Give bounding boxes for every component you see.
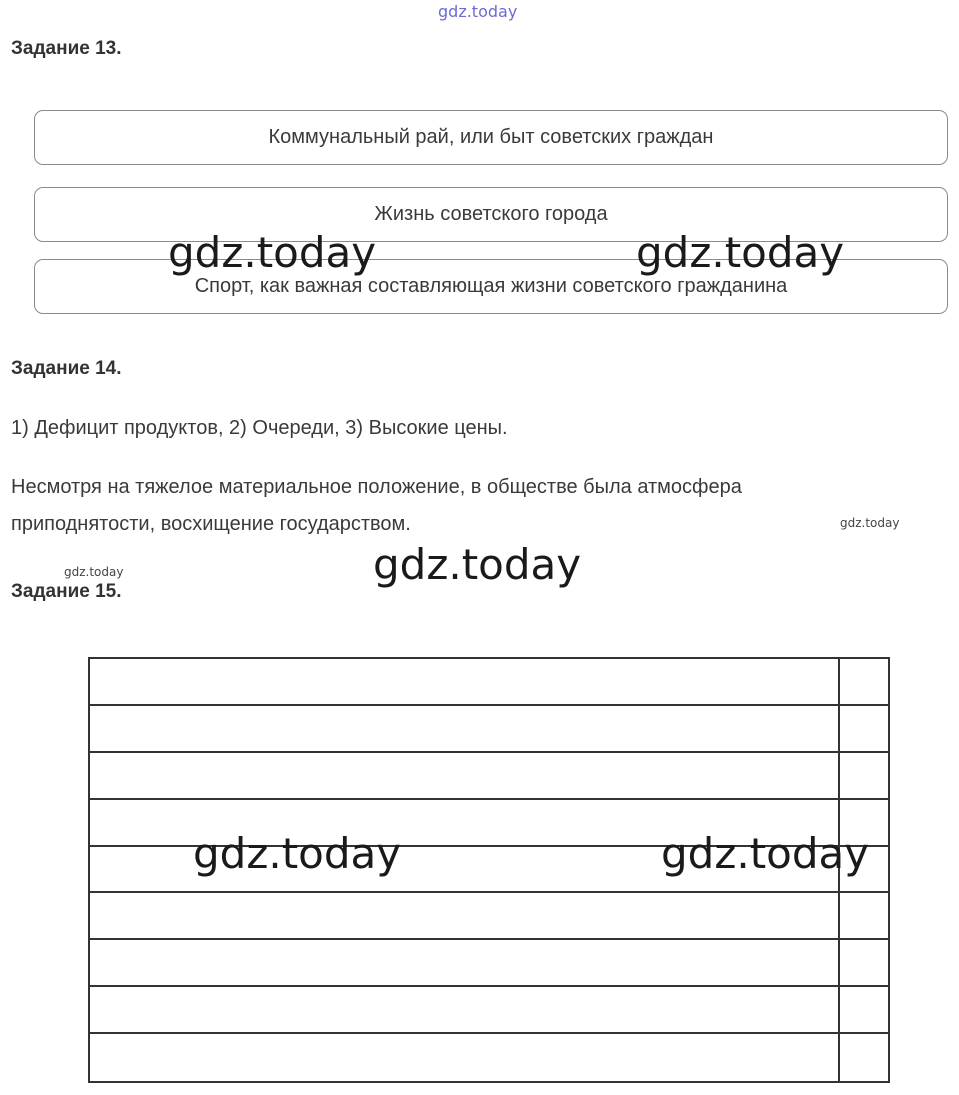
- task15-heading: Задание 15.: [11, 581, 122, 602]
- table-cell: [840, 893, 888, 940]
- task14-answer: 1) Дефицит продуктов, 2) Очереди, 3) Высокие цены.: [11, 417, 508, 439]
- topic-box-3: Спорт, как важная составляющая жизни советского гражданина: [34, 259, 948, 314]
- table-cell: [90, 659, 840, 706]
- table-cell: [840, 1034, 888, 1081]
- table-cell: [90, 1034, 840, 1081]
- task14-paragraph-line2: приподнятости, восхищение государством.: [11, 513, 411, 535]
- task13-heading: Задание 13.: [11, 38, 122, 59]
- watermark-center: gdz.today: [373, 540, 582, 589]
- watermark-4: gdz.today: [661, 829, 870, 878]
- table-cell: [90, 940, 840, 987]
- watermark-small-left: gdz.today: [64, 565, 124, 579]
- table-cell: [840, 940, 888, 987]
- table-cell: [840, 753, 888, 800]
- table-cell: [90, 893, 840, 940]
- watermark-top: gdz.today: [438, 2, 518, 21]
- topic-box-2: Жизнь советского города: [34, 187, 948, 242]
- task14-heading: Задание 14.: [11, 358, 122, 379]
- topic-box-1: Коммунальный рай, или быт советских граждан: [34, 110, 948, 165]
- watermark-1: gdz.today: [168, 228, 377, 277]
- table-cell: [90, 987, 840, 1034]
- table-cell: [840, 659, 888, 706]
- watermark-small-right: gdz.today: [840, 516, 900, 530]
- table-cell: [840, 987, 888, 1034]
- watermark-2: gdz.today: [636, 228, 845, 277]
- task14-paragraph-line1: Несмотря на тяжелое материальное положение, в обществе была атмосфера: [11, 476, 742, 498]
- table-cell: [840, 706, 888, 753]
- table-cell: [90, 706, 840, 753]
- watermark-3: gdz.today: [193, 829, 402, 878]
- table-cell: [90, 753, 840, 800]
